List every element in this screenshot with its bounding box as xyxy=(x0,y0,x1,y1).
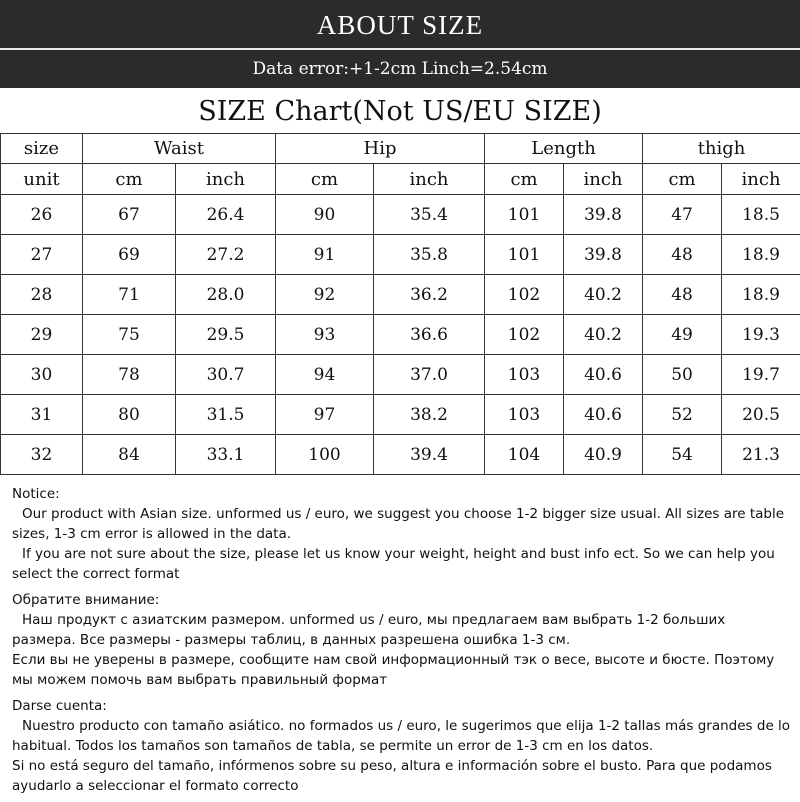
cell-hip-cm: 92 xyxy=(276,275,374,315)
hip-header: Hip xyxy=(276,134,485,164)
cell-length-cm: 101 xyxy=(485,235,564,275)
cell-length-cm: 103 xyxy=(485,355,564,395)
cell-thigh-inch: 19.3 xyxy=(722,315,800,355)
notice-heading: Darse cuenta: xyxy=(12,696,792,716)
cell-waist-cm: 84 xyxy=(83,435,176,475)
notice-paragraph: Si no está seguro del tamaño, infórmenos sobre su peso, altura e información sobre el busto. Para que podamos ayudarlo a seleccionar el formato correcto xyxy=(12,756,792,796)
unit-label: unit xyxy=(1,164,83,195)
cell-thigh-cm: 50 xyxy=(643,355,722,395)
cell-size: 28 xyxy=(1,275,83,315)
cell-waist-inch: 27.2 xyxy=(176,235,276,275)
notes-section xyxy=(12,484,792,802)
header-title: ABOUT SIZE xyxy=(0,0,800,48)
cell-hip-cm: 90 xyxy=(276,195,374,235)
cell-hip-cm: 91 xyxy=(276,235,374,275)
cell-size: 26 xyxy=(1,195,83,235)
cell-hip-inch: 36.6 xyxy=(374,315,485,355)
size-chart-table xyxy=(0,133,800,475)
notice-paragraph: If you are not sure about the size, please let us know your weight, height and bust info ect. So we can help you select the correct format xyxy=(12,544,792,584)
notice-heading: Обратите внимание: xyxy=(12,590,792,610)
header-subtitle: Data error:+1-2cm Linch=2.54cm xyxy=(0,50,800,88)
cell-waist-cm: 80 xyxy=(83,395,176,435)
cell-size: 30 xyxy=(1,355,83,395)
table-row xyxy=(1,435,800,475)
unit-cm: cm xyxy=(485,164,564,195)
table-unit-header-row xyxy=(1,164,800,195)
cell-size: 29 xyxy=(1,315,83,355)
cell-waist-cm: 69 xyxy=(83,235,176,275)
cell-hip-cm: 97 xyxy=(276,395,374,435)
unit-cm: cm xyxy=(276,164,374,195)
table-group-header-row xyxy=(1,134,800,164)
cell-size: 31 xyxy=(1,395,83,435)
cell-length-cm: 101 xyxy=(485,195,564,235)
cell-waist-cm: 78 xyxy=(83,355,176,395)
notice-paragraph: Nuestro producto con tamaño asiático. no formados us / euro, le sugerimos que elija 1-2 tallas más grandes de lo habitual. Todos los tamaños son tamaños de tabla, se permite un error de 1-3 cm en los datos. xyxy=(12,716,792,756)
cell-length-inch: 40.6 xyxy=(564,355,643,395)
table-row xyxy=(1,395,800,435)
cell-waist-inch: 31.5 xyxy=(176,395,276,435)
table-row xyxy=(1,275,800,315)
notice-spanish xyxy=(12,696,792,796)
cell-waist-cm: 67 xyxy=(83,195,176,235)
cell-length-cm: 102 xyxy=(485,315,564,355)
cell-hip-inch: 35.4 xyxy=(374,195,485,235)
cell-thigh-inch: 20.5 xyxy=(722,395,800,435)
cell-length-inch: 39.8 xyxy=(564,195,643,235)
length-header: Length xyxy=(485,134,643,164)
cell-thigh-inch: 18.9 xyxy=(722,235,800,275)
unit-inch: inch xyxy=(564,164,643,195)
cell-hip-inch: 36.2 xyxy=(374,275,485,315)
unit-cm: cm xyxy=(643,164,722,195)
unit-inch: inch xyxy=(176,164,276,195)
cell-hip-inch: 38.2 xyxy=(374,395,485,435)
unit-inch: inch xyxy=(374,164,485,195)
cell-thigh-inch: 19.7 xyxy=(722,355,800,395)
notice-paragraph: Наш продукт с азиатским размером. unformed us / euro, мы предлагаем вам выбрать 1-2 больших размера. Все размеры - размеры таблиц, в данных разрешена ошибка 1-3 см. xyxy=(12,610,792,650)
cell-length-cm: 104 xyxy=(485,435,564,475)
cell-thigh-cm: 48 xyxy=(643,275,722,315)
cell-waist-inch: 26.4 xyxy=(176,195,276,235)
cell-thigh-cm: 48 xyxy=(643,235,722,275)
unit-cm: cm xyxy=(83,164,176,195)
cell-length-inch: 39.8 xyxy=(564,235,643,275)
cell-waist-cm: 71 xyxy=(83,275,176,315)
cell-size: 32 xyxy=(1,435,83,475)
cell-length-cm: 102 xyxy=(485,275,564,315)
thigh-header: thigh xyxy=(643,134,800,164)
cell-length-cm: 103 xyxy=(485,395,564,435)
cell-thigh-cm: 52 xyxy=(643,395,722,435)
about-size-header xyxy=(0,0,800,88)
cell-length-inch: 40.9 xyxy=(564,435,643,475)
cell-thigh-inch: 18.5 xyxy=(722,195,800,235)
cell-length-inch: 40.2 xyxy=(564,275,643,315)
notice-russian xyxy=(12,590,792,690)
cell-hip-inch: 39.4 xyxy=(374,435,485,475)
table-row xyxy=(1,195,800,235)
cell-length-inch: 40.6 xyxy=(564,395,643,435)
table-row xyxy=(1,355,800,395)
cell-waist-inch: 30.7 xyxy=(176,355,276,395)
notice-heading: Notice: xyxy=(12,484,792,504)
cell-hip-cm: 93 xyxy=(276,315,374,355)
cell-thigh-cm: 49 xyxy=(643,315,722,355)
cell-hip-inch: 37.0 xyxy=(374,355,485,395)
cell-waist-inch: 28.0 xyxy=(176,275,276,315)
notice-english xyxy=(12,484,792,584)
notice-paragraph: Если вы не уверены в размере, сообщите нам свой информационный тэк о весе, высоте и бюсте. Поэтому мы можем помочь вам выбрать правильный формат xyxy=(12,650,792,690)
waist-header: Waist xyxy=(83,134,276,164)
table-row xyxy=(1,315,800,355)
cell-thigh-inch: 18.9 xyxy=(722,275,800,315)
size-header: size xyxy=(1,134,83,164)
cell-hip-inch: 35.8 xyxy=(374,235,485,275)
cell-hip-cm: 100 xyxy=(276,435,374,475)
notice-paragraph: Our product with Asian size. unformed us / euro, we suggest you choose 1-2 bigger size usual. All sizes are table sizes, 1-3 cm error is allowed in the data. xyxy=(12,504,792,544)
cell-thigh-cm: 54 xyxy=(643,435,722,475)
cell-waist-inch: 29.5 xyxy=(176,315,276,355)
unit-inch: inch xyxy=(722,164,800,195)
cell-thigh-inch: 21.3 xyxy=(722,435,800,475)
cell-waist-cm: 75 xyxy=(83,315,176,355)
cell-waist-inch: 33.1 xyxy=(176,435,276,475)
table-row xyxy=(1,235,800,275)
size-chart-title: SIZE Chart(Not US/EU SIZE) xyxy=(0,90,800,132)
size-rows xyxy=(1,195,800,475)
cell-length-inch: 40.2 xyxy=(564,315,643,355)
cell-size: 27 xyxy=(1,235,83,275)
cell-thigh-cm: 47 xyxy=(643,195,722,235)
cell-hip-cm: 94 xyxy=(276,355,374,395)
